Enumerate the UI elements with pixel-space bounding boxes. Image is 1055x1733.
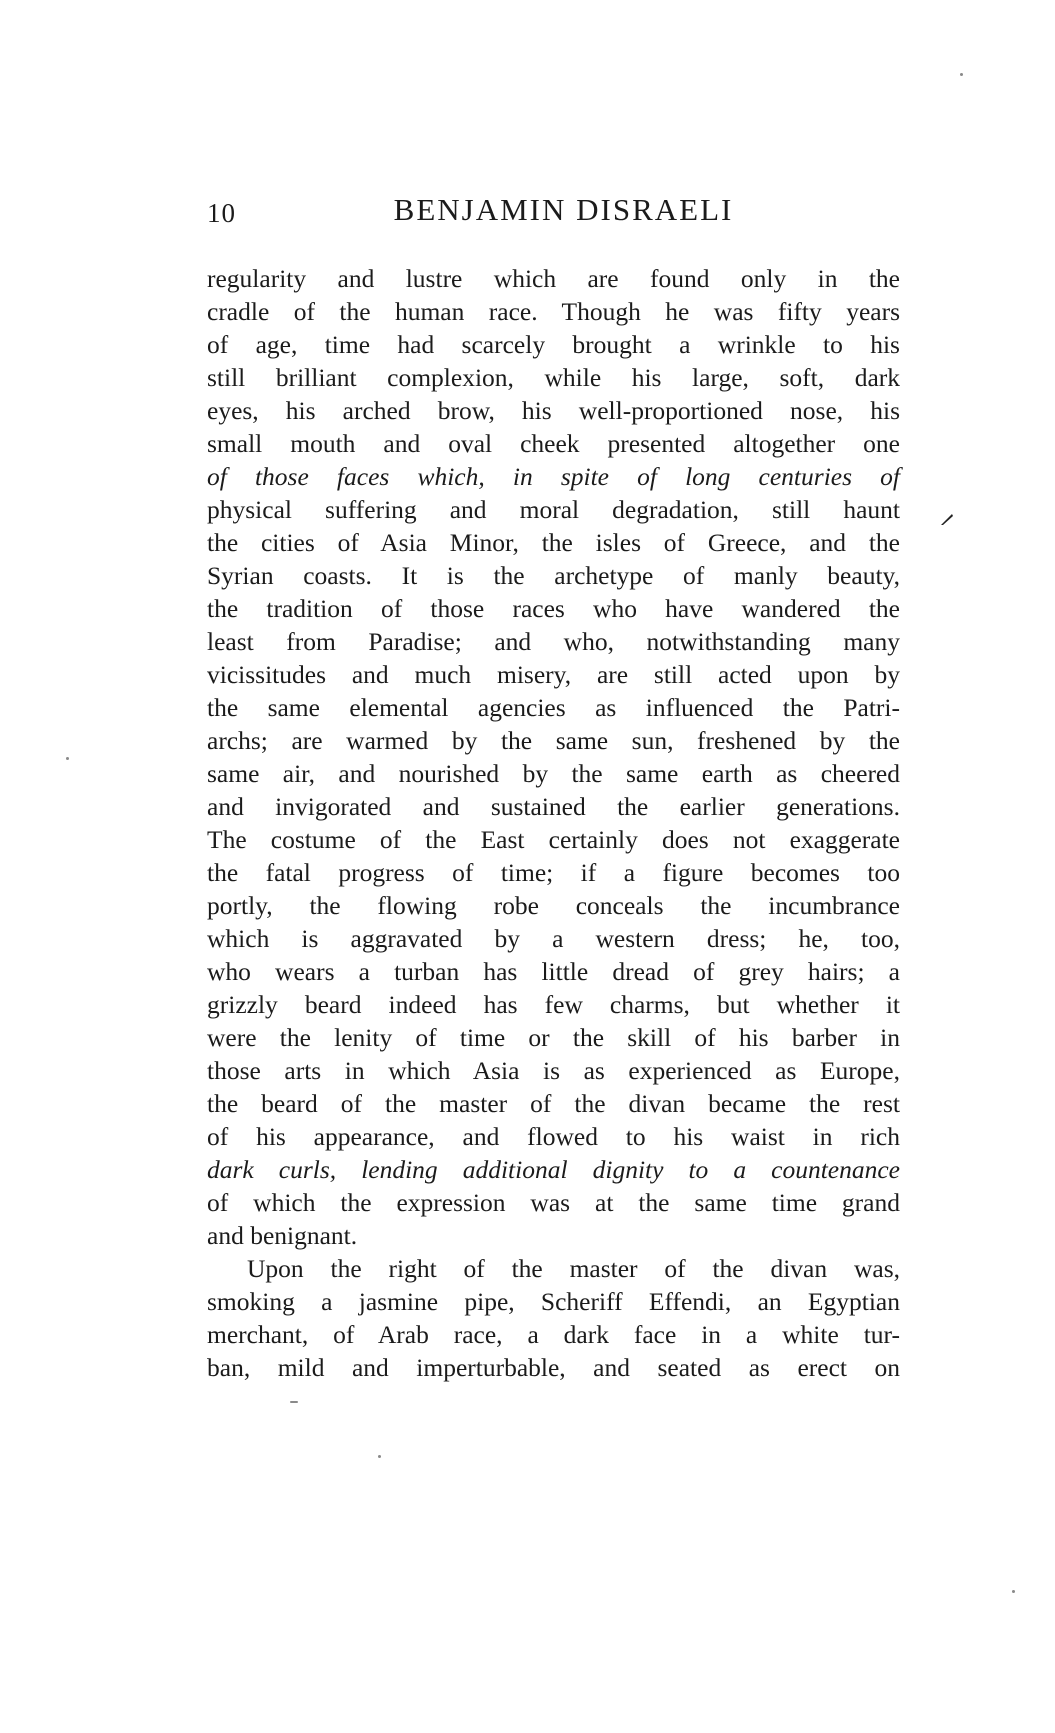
margin-pencil-mark (940, 512, 954, 526)
text-line: the same elemental agencies as influenced the Patri- (207, 693, 900, 722)
text-line: regularity and lustre which are found only in the (207, 264, 900, 293)
paper-speck (1012, 1590, 1015, 1593)
paper-speck (960, 73, 963, 76)
paper-speck (378, 1455, 381, 1458)
text-line: those arts in which Asia is as experienced as Europe, (207, 1056, 900, 1085)
text-line: Syrian coasts. It is the archetype of manly beauty, (207, 561, 900, 590)
text-line: merchant, of Arab race, a dark face in a white tur- (207, 1320, 900, 1349)
text-line: who wears a turban has little dread of grey hairs; a (207, 957, 900, 986)
text-line: of which the expression was at the same time grand (207, 1188, 900, 1217)
text-line: small mouth and oval cheek presented altogether one (207, 429, 900, 458)
text-line: the tradition of those races who have wandered the (207, 594, 900, 623)
text-line: smoking a jasmine pipe, Scheriff Effendi, an Egyptian (207, 1287, 900, 1316)
text-line (207, 460, 900, 493)
text-line: the fatal progress of time; if a figure becomes too (207, 858, 900, 887)
text-line-italic: dark curls, lending additional dignity to a countenance (207, 1155, 900, 1184)
body-text (207, 262, 900, 1384)
page-number: 10 (207, 198, 236, 228)
text-line: the cities of Asia Minor, the isles of Greece, and the (207, 528, 900, 557)
text-line: still brilliant complexion, while his large, soft, dark (207, 363, 900, 392)
text-line: cradle of the human race. Though he was fifty years (207, 297, 900, 326)
text-line: same air, and nourished by the same earth as cheered (207, 759, 900, 788)
text-line: and benignant. (207, 1221, 358, 1250)
text-line: the beard of the master of the divan became the rest (207, 1089, 900, 1118)
text-line: least from Paradise; and who, notwithstanding many (207, 627, 900, 656)
text-line: of his appearance, and flowed to his waist in rich (207, 1122, 900, 1151)
text-line: physical suffering and moral degradation, still haunt (207, 495, 900, 524)
text-line: Upon the right of the master of the divan was, (247, 1254, 900, 1283)
text-line: eyes, his arched brow, his well-proportioned nose, his (207, 396, 900, 425)
paper-speck (290, 1401, 298, 1403)
text-line: which is aggravated by a western dress; he, too, (207, 924, 900, 953)
text-line: grizzly beard indeed has few charms, but whether it (207, 990, 900, 1019)
text-line (207, 1153, 900, 1186)
text-line: ban, mild and imperturbable, and seated as erect on (207, 1353, 900, 1382)
text-line: vicissitudes and much misery, are still acted upon by (207, 660, 900, 689)
text-line: and invigorated and sustained the earlier generations. (207, 792, 900, 821)
text-line: archs; are warmed by the same sun, freshened by the (207, 726, 900, 755)
running-head: BENJAMIN DISRAELI (393, 192, 734, 227)
paper-speck (66, 757, 69, 760)
text-line: portly, the flowing robe conceals the incumbrance (207, 891, 900, 920)
text-line: were the lenity of time or the skill of his barber in (207, 1023, 900, 1052)
page-header (207, 192, 900, 236)
text-line-italic: of those faces which, in spite of long centuries of (207, 462, 900, 491)
text-line: of age, time had scarcely brought a wrinkle to his (207, 330, 900, 359)
text-line: The costume of the East certainly does not exaggerate (207, 825, 900, 854)
